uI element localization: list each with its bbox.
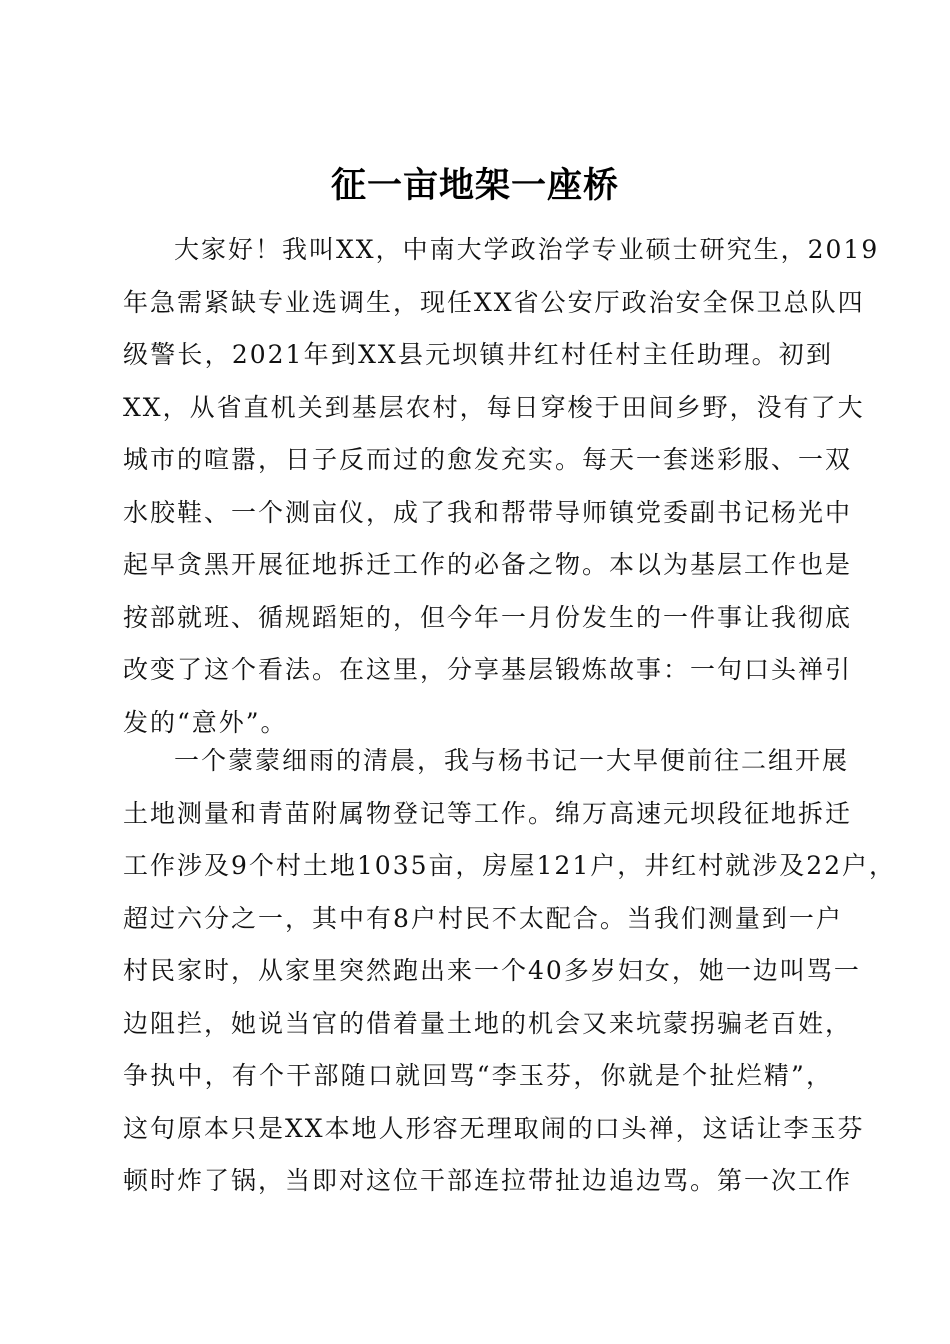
paragraph-line: 改变了这个看法。在这里，分享基层锻炼故事：一句口头禅引 (123, 655, 853, 684)
paragraph-2 (123, 735, 897, 1208)
paragraph-line: 水胶鞋、一个测亩仪，成了我和帮带导师镇党委副书记杨光中 (123, 497, 853, 527)
paragraph-line: 发的“意外”。 (123, 707, 288, 737)
paragraph-line: 村民家时，从家里突然跑出来一个40多岁妇女，她一边叫骂一 (123, 956, 861, 985)
paragraph-line: 起早贪黑开展征地拆迁工作的必备之物。本以为基层工作也是 (123, 550, 853, 579)
paragraph-1 (123, 224, 880, 749)
paragraph-line: 级警长，2021年到XX县元坝镇井红村任村主任助理。初到 (123, 340, 833, 369)
paragraph-line: 按部就班、循规蹈矩的，但今年一月份发生的一件事让我彻底 (123, 602, 853, 632)
document-title: 征一亩地架一座桥 (330, 165, 619, 206)
paragraph-line: 争执中，有个干部随口就回骂“李玉芬，你就是个扯烂精”， (123, 1061, 833, 1090)
paragraph-line: 土地测量和青苗附属物登记等工作。绵万高速元坝段征地拆迁 (123, 798, 853, 828)
paragraph-line: 年急需紧缺专业选调生，现任XX省公安厅政治安全保卫总队四 (123, 287, 865, 317)
paragraph-line: XX，从省直机关到基层农村，每日穿梭于田间乡野，没有了大 (123, 392, 865, 422)
paragraph-line: 边阻拦，她说当官的借着量土地的机会又来坑蒙拐骗老百姓， (123, 1008, 853, 1038)
paragraph-line: 一个蒙蒙细雨的清晨，我与杨书记一大早便前往二组开展 (174, 746, 850, 775)
paragraph-line: 这句原本只是XX本地人形容无理取闹的口头禅，这话让李玉芬 (123, 1113, 865, 1143)
paragraph-line: 超过六分之一，其中有8户村民不太配合。当我们测量到一户 (123, 903, 843, 933)
paragraph-line: 工作涉及9个村土地1035亩，房屋121户，井红村就涉及22户， (123, 851, 897, 880)
paragraph-line: 大家好！我叫XX，中南大学政治学专业硕士研究生，2019 (174, 235, 880, 264)
paragraph-line: 顿时炸了锅，当即对这位干部连拉带扯边追边骂。第一次工作 (123, 1166, 853, 1195)
paragraph-line: 城市的喧嚣，日子反而过的愈发充实。每天一套迷彩服、一双 (123, 445, 853, 474)
